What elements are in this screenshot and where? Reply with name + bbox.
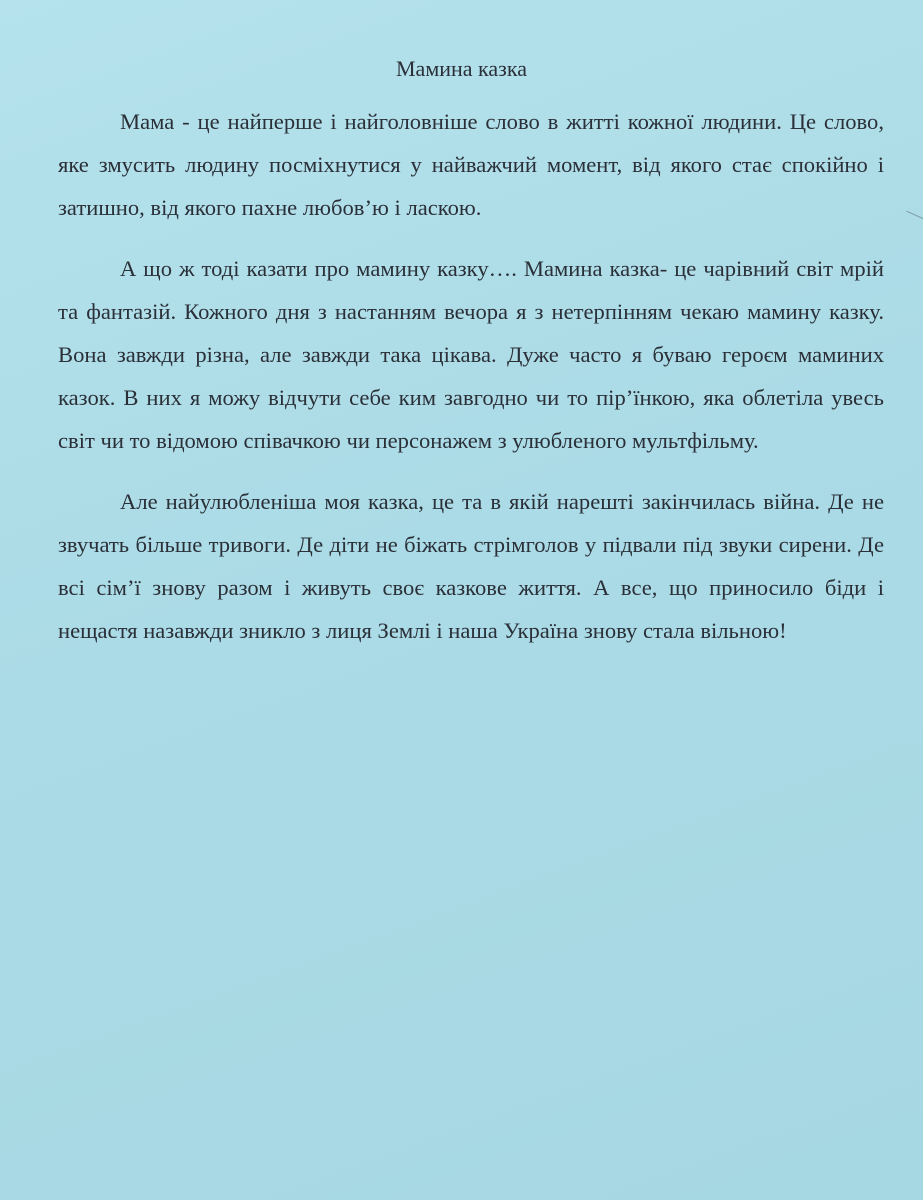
paragraph-3: Але найулюбленіша моя казка, це та в якій нарешті закінчилась війна. Де не звучать більше тривоги. Де діти не біжать стрімголов у підвали під звуки сирени. Де всі сім’ї знову разом і живуть своє казкове життя. А все, що приносило біди і нещастя назавжди зникло з лиця Землі і наша Україна знову стала вільною! [58, 489, 884, 643]
document-title: Мамина казка [396, 56, 527, 81]
paragraph-2: А що ж тоді казати про мамину казку…. Мамина казка- це чарівний світ мрій та фантазій. Кожного дня з настанням вечора я з нетерпінням чекаю мамину казку. Вона завжди різна, але завжди така цікава. Дуже часто я буваю героєм маминих казок. В них я можу відчути себе ким завгодно чи то пір’їнкою, яка облетіла увесь світ чи то відомою співачкою чи персонажем з улюбленого мультфільму. [58, 256, 884, 453]
paragraph-1: Мама - це найперше і найголовніше слово в житті кожної людини. Це слово, яке змусить людину посміхнутися у найважчий момент, від якого стає спокійно і затишно, від якого пахне любов’ю і ласкою. [58, 109, 884, 220]
document-body [58, 100, 884, 652]
paper-edge-mark [906, 211, 923, 219]
